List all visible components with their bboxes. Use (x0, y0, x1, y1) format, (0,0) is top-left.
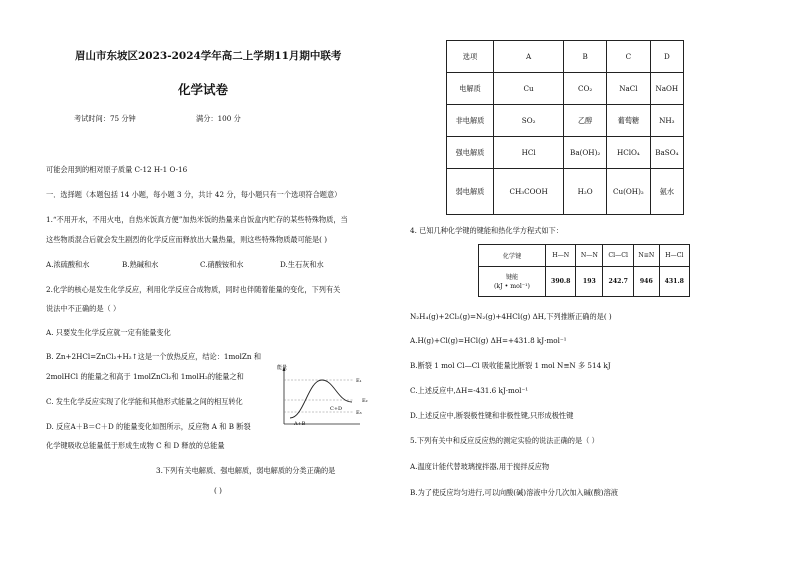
table-cell: NH₃ (650, 105, 683, 137)
table-cell (479, 267, 546, 297)
table-cell: CO₂ (564, 73, 607, 105)
table-row (447, 169, 684, 215)
q3-line1: 3.下列有关电解质、强电解质，弱电解质的分类正确的是 (156, 466, 336, 475)
table-cell: N—N (576, 245, 603, 267)
q1-line1: 1.“不用开水，不用火电，自热米饭真方便”加热米饭的热量来自饭盒内贮存的某些特殊物质，当 (46, 215, 348, 224)
table-cell: 193 (576, 267, 603, 297)
q3-line2: ( ) (214, 486, 222, 495)
table-row (479, 267, 690, 297)
q4-option-d: D.上述反应中,断裂极性键和非极性键,只形成极性键 (410, 411, 574, 420)
table-cell: Ba(OH)₂ (564, 137, 607, 169)
table-cell: N≡N (634, 245, 659, 267)
table-cell: D (650, 41, 683, 73)
table-cell: HCl (494, 137, 564, 169)
table-cell: 电解质 (447, 73, 494, 105)
q2-line1: 2.化学的核心是发生化学反应，利用化学反应合成物质，同时也伴随着能量的变化，下列有关 (46, 285, 341, 294)
table-cell: Cl—Cl (603, 245, 634, 267)
subject-title: 化学试卷 (178, 82, 229, 97)
table-cell: Cu (494, 73, 564, 105)
table-cell: 葡萄糖 (607, 105, 651, 137)
q1-option-a: A.浓硫酸和水 (46, 260, 90, 269)
table-cell: H₂O (564, 169, 607, 215)
e2-label: E₂ (362, 398, 368, 404)
q2-option-a: A. 只要发生化学反应就一定有能量变化 (46, 328, 171, 337)
table-cell: Cu(OH)₂ (607, 169, 651, 215)
q2-option-b-line2: 2molHCl 的能量之和高于 1molZnCl₂和 1molH₂的能量之和 (46, 372, 244, 381)
energy-diagram (276, 362, 376, 432)
table-cell: BaSO₄ (650, 137, 683, 169)
table-cell: H—Cl (659, 245, 689, 267)
bond-energy-table (478, 244, 690, 297)
table-cell: HClO₄ (607, 137, 651, 169)
reactants-label: A+B (294, 421, 306, 427)
q2-option-b-line1: B. Zn+2HCl=ZnCl₂+H₂↑这是一个放热反应，结论：1molZn 和 (46, 352, 262, 361)
electrolyte-table (446, 40, 684, 215)
e1-label: E₁ (356, 378, 362, 384)
table-cell: 强电解质 (447, 137, 494, 169)
q4-option-c: C.上述反应中,ΔH=-431.6 kJ·mol⁻¹ (410, 386, 529, 395)
table-cell: 化学键 (479, 245, 546, 267)
q5-intro: 5.下列有关中和反应反应热的测定实验的说法正确的是（ ） (410, 436, 599, 445)
q4-intro: 4. 已知几种化学键的键能和热化学方程式如下： (410, 226, 563, 235)
table-cell: C (607, 41, 651, 73)
q4-option-b: B.断裂 1 mol Cl—Cl 吸收能量比断裂 1 mol N≡N 多 514 kJ (410, 361, 611, 370)
products-label: C+D (330, 406, 343, 412)
table-cell: 乙醇 (564, 105, 607, 137)
q4-equation: N₂H₄(g)+2Cl₂(g)=N₂(g)+4HCl(g) ΔH,下列推断正确的是( ) (410, 312, 612, 321)
table-cell: 弱电解质 (447, 169, 494, 215)
q5-option-b: B.为了使反应均匀进行,可以向酸(碱)溶液中分几次加入碱(酸)溶液 (410, 488, 618, 497)
reaction-curve (290, 380, 352, 418)
table-cell: 390.8 (546, 267, 576, 297)
table-cell: 242.7 (603, 267, 634, 297)
q2-option-c: C. 发生化学反应实现了化学能和其他形式能量之间的相互转化 (46, 397, 243, 406)
table-row (447, 137, 684, 169)
exam-time: 考试时间：75 分钟 (74, 114, 136, 123)
table-cell: NaOH (650, 73, 683, 105)
q1-option-d: D.生石灰和水 (280, 260, 324, 269)
table-cell: 非电解质 (447, 105, 494, 137)
table-cell: B (564, 41, 607, 73)
q2-option-d-line1: D. 反应A＋B＝C＋D 的能量变化如图所示，反应物 A 和 B 断裂 (46, 422, 251, 431)
table-row (447, 105, 684, 137)
table-cell: CH₃COOH (494, 169, 564, 215)
table-cell: H—N (546, 245, 576, 267)
table-row (447, 73, 684, 105)
atomic-mass-note: 可能会用到的相对原子质量 C-12 H-1 O-16 (46, 165, 188, 174)
table-cell: 选项 (447, 41, 494, 73)
exam-title: 眉山市东坡区2023-2024学年高二上学期11月期中联考 (75, 50, 342, 62)
table-cell: 氨水 (650, 169, 683, 215)
bond-energy-label: 键能 (505, 273, 519, 281)
energy-y-label: 能量 (277, 365, 288, 371)
table-cell: 431.8 (659, 267, 689, 297)
table-cell: NaCl (607, 73, 651, 105)
q1-line2: 这些物质混合后就会发生剧烈的化学反应而释放出大量热量，则这些特殊物质最可能是( ) (46, 235, 328, 244)
q5-option-a: A.温度计能代替玻璃搅拌器,用于搅拌反应物 (410, 462, 550, 471)
q2-option-d-line2: 化学键吸收总能量低于形成生成物 C 和 D 释放的总能量 (46, 441, 225, 450)
q4-option-a: A.H(g)+Cl(g)=HCl(g) ΔH=+431.8 kJ·mol⁻¹ (410, 336, 567, 345)
table-cell: 946 (634, 267, 659, 297)
table-header-row (479, 245, 690, 267)
table-cell: A (494, 41, 564, 73)
e3-label: E₃ (356, 410, 362, 416)
full-score: 满分：100 分 (196, 114, 241, 123)
q1-option-b: B.熟碱和水 (122, 260, 159, 269)
bond-energy-unit: (kJ • mol⁻¹) (494, 282, 530, 290)
q2-line2: 说法中不正确的是（ ） (46, 304, 121, 313)
table-header-row (447, 41, 684, 73)
section-heading: 一．选择题（本题包括 14 小题，每小题 3 分，共计 42 分，每小题只有一个选项符合题意） (46, 190, 342, 199)
table-cell: SO₂ (494, 105, 564, 137)
q1-option-c: C.硝酸铵和水 (200, 260, 244, 269)
